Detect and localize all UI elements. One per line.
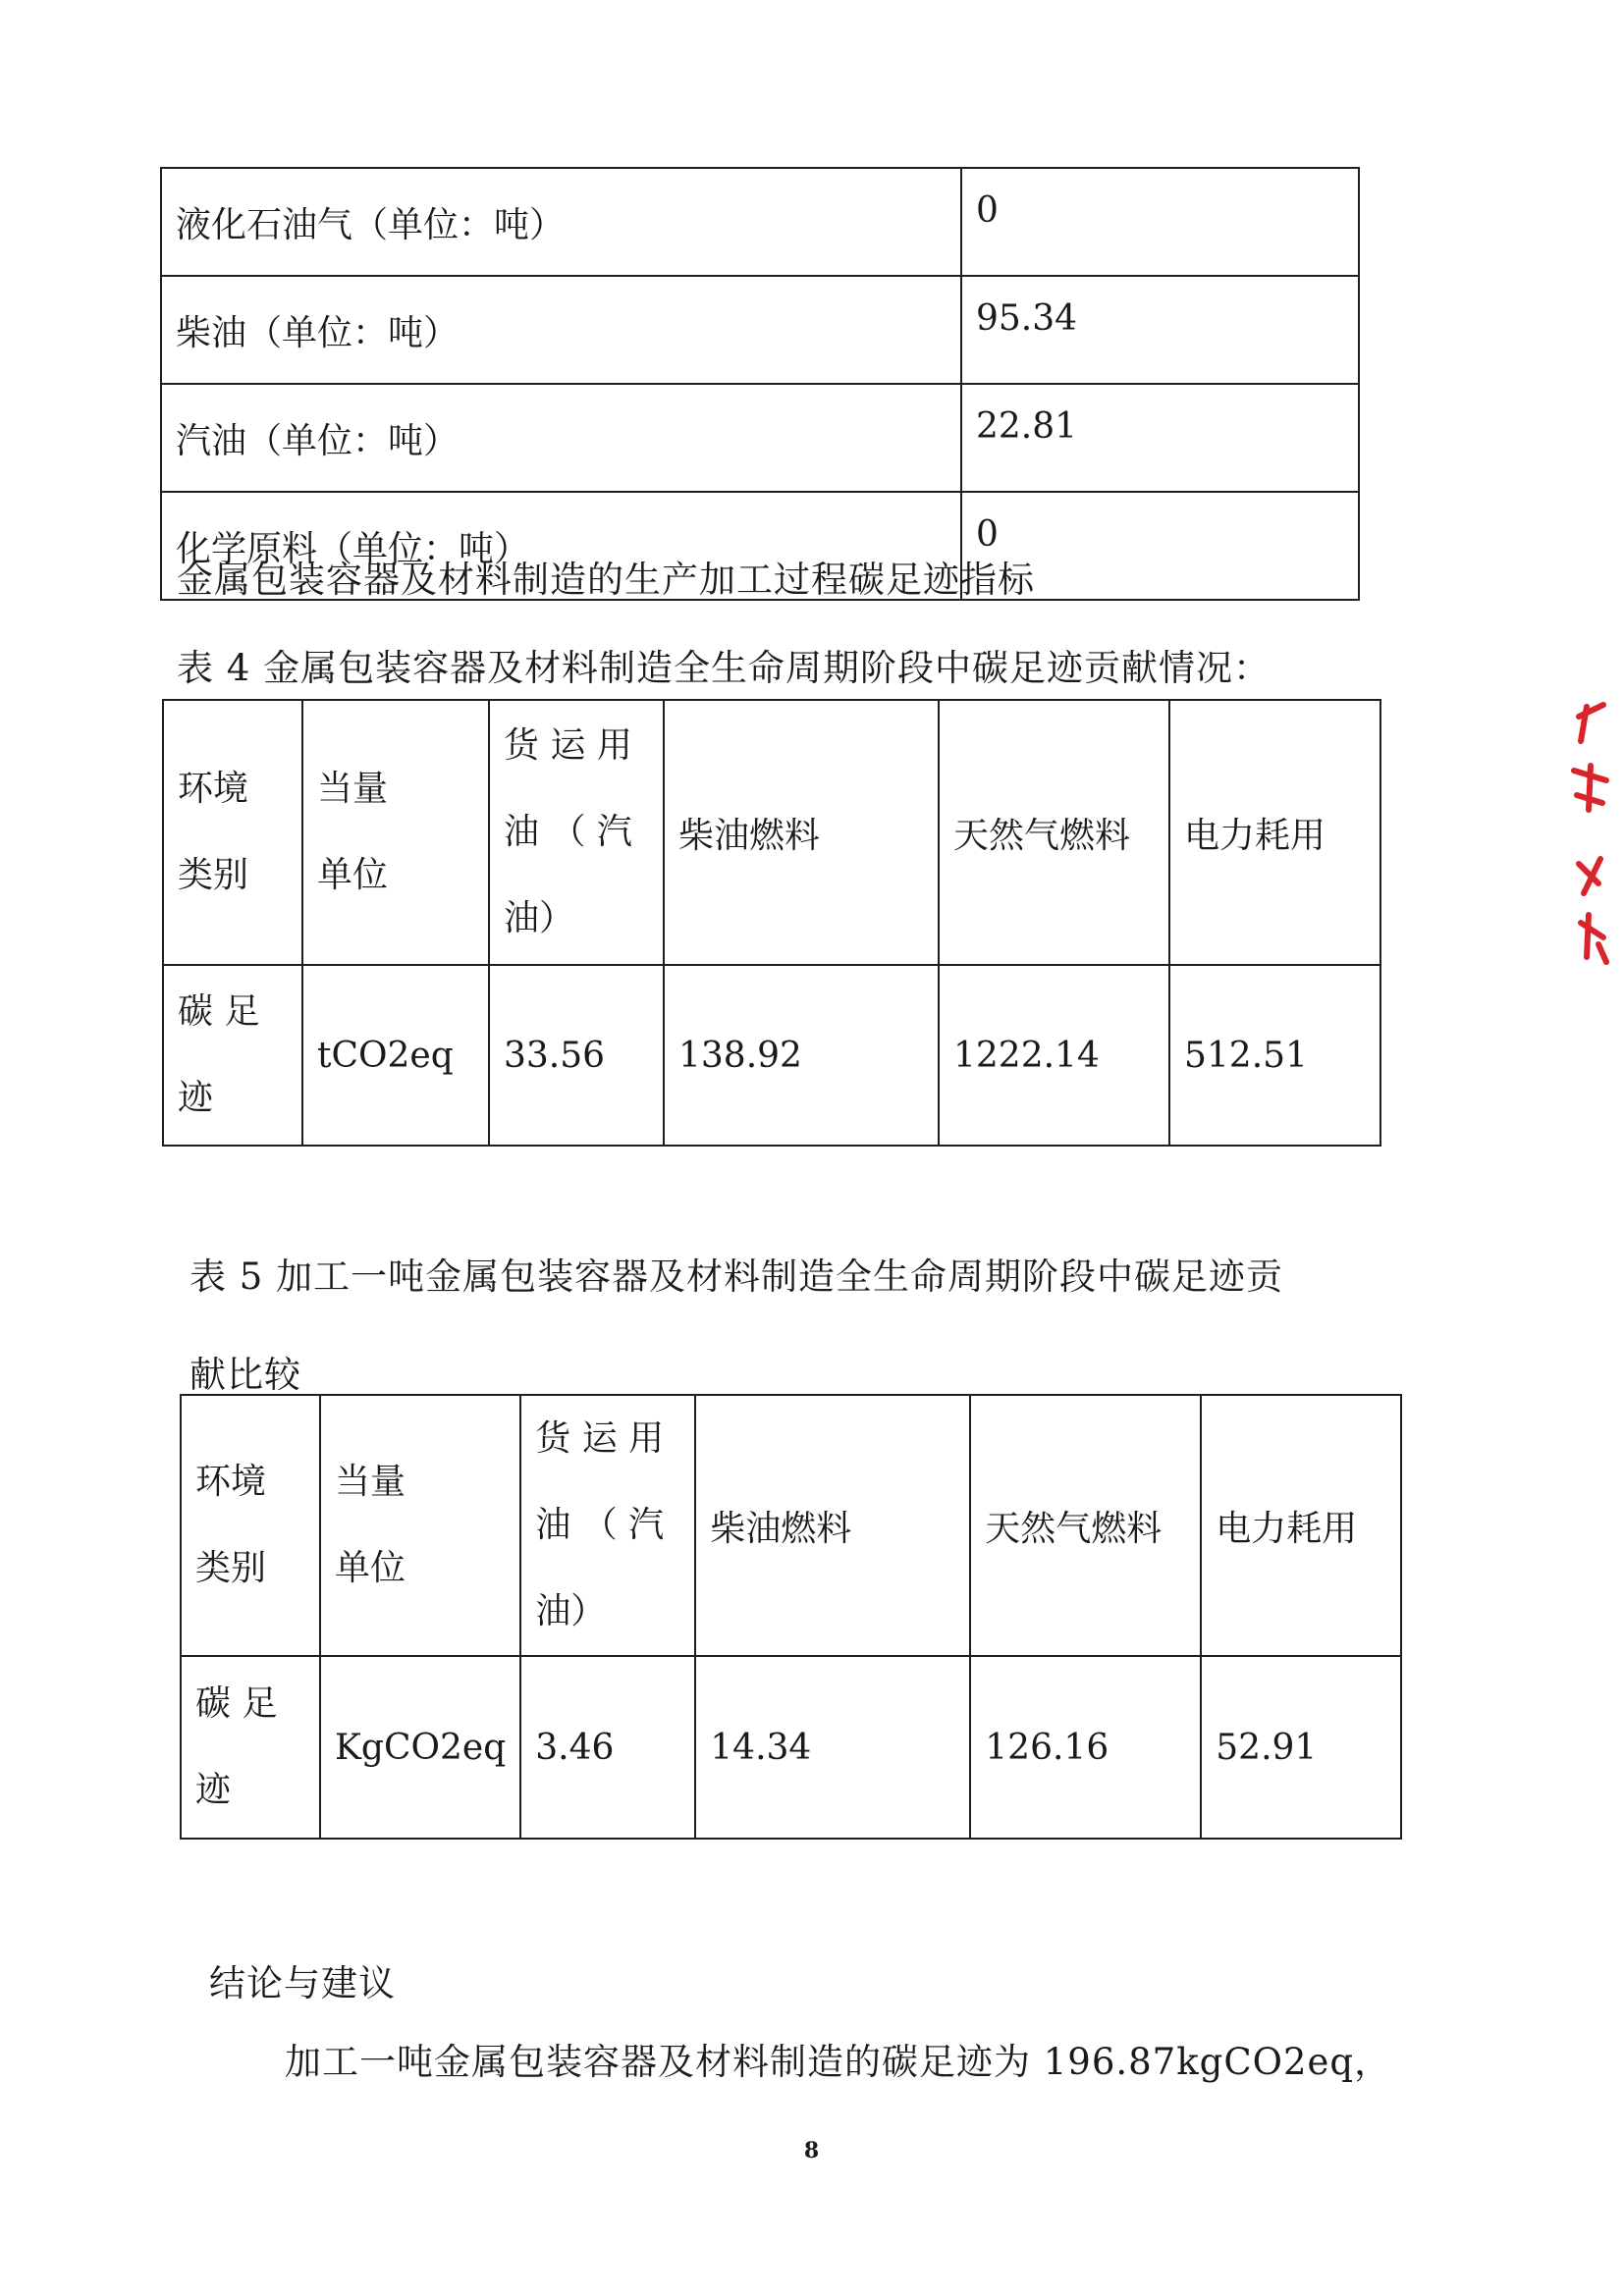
fuel-value: 0 — [961, 168, 1359, 276]
row-unit: tCO2eq — [302, 965, 489, 1146]
table-header-row — [163, 700, 1380, 965]
header-freight-oil — [489, 700, 664, 965]
fuel-consumption-table — [160, 167, 1360, 601]
fuel-label: 液化石油气（单位：吨） — [161, 168, 961, 276]
header-diesel: 柴油燃料 — [664, 700, 939, 965]
header-electricity: 电力耗用 — [1169, 700, 1380, 965]
fuel-label: 柴油（单位：吨） — [161, 276, 961, 384]
table-row — [181, 1656, 1401, 1839]
row-text: 碳 足 — [178, 991, 260, 1032]
row-text: 碳 足 — [195, 1683, 278, 1724]
header-text: 油） — [504, 898, 575, 938]
page-number: 8 — [803, 2138, 820, 2163]
header-text: 油 （ 汽 — [504, 812, 632, 852]
header-text: 当量 — [335, 1462, 406, 1502]
row-text: 迹 — [195, 1770, 232, 1810]
header-text: 货 运 用 — [535, 1418, 665, 1459]
table4 — [162, 699, 1381, 1147]
header-env-category — [181, 1395, 320, 1656]
row-diesel: 138.92 — [664, 965, 939, 1146]
row-gas: 126.16 — [970, 1656, 1201, 1839]
header-text: 当量 — [317, 769, 389, 809]
header-unit — [302, 700, 489, 965]
table-header-row — [181, 1395, 1401, 1656]
row-gas: 1222.14 — [939, 965, 1169, 1146]
table-row — [161, 168, 1359, 276]
stamp-fragment — [1574, 705, 1606, 962]
header-unit — [320, 1395, 520, 1656]
header-natural-gas: 天然气燃料 — [970, 1395, 1201, 1656]
table5 — [180, 1394, 1402, 1840]
header-electricity: 电力耗用 — [1201, 1395, 1401, 1656]
header-text: 类别 — [195, 1548, 267, 1588]
fuel-value: 95.34 — [961, 276, 1359, 384]
row-power: 512.51 — [1169, 965, 1380, 1146]
header-text: 单位 — [317, 855, 389, 895]
row-text: 迹 — [178, 1078, 214, 1118]
header-natural-gas: 天然气燃料 — [939, 700, 1169, 965]
header-env-category — [163, 700, 302, 965]
header-text: 油 （ 汽 — [535, 1505, 665, 1545]
fuel-label: 化学原料（单位：吨） — [161, 492, 961, 600]
row-power: 52.91 — [1201, 1656, 1401, 1839]
header-freight-oil — [520, 1395, 695, 1656]
header-text: 单位 — [335, 1548, 406, 1588]
table-row — [161, 276, 1359, 384]
fuel-value: 0 — [961, 492, 1359, 600]
table-row — [161, 384, 1359, 492]
header-diesel: 柴油燃料 — [695, 1395, 970, 1656]
fuel-label: 汽油（单位：吨） — [161, 384, 961, 492]
row-freight: 3.46 — [520, 1656, 695, 1839]
row-category — [181, 1656, 320, 1839]
header-text: 环境 — [178, 769, 249, 809]
table4-caption: 表 4 金属包装容器及材料制造全生命周期阶段中碳足迹贡献情况： — [177, 647, 1271, 689]
conclusion-body: 加工一吨金属包装容器及材料制造的碳足迹为 196.87kgCO2eq， — [285, 2041, 1392, 2083]
header-text: 油） — [535, 1591, 607, 1631]
table-row — [163, 965, 1380, 1146]
row-category — [163, 965, 302, 1146]
red-stamp-seal — [1559, 687, 1623, 982]
table5-caption-line2: 献比较 — [189, 1354, 301, 1396]
row-freight: 33.56 — [489, 965, 664, 1146]
conclusion-heading: 结论与建议 — [209, 1962, 396, 2004]
row-unit: KgCO2eq — [320, 1656, 520, 1839]
row-diesel: 14.34 — [695, 1656, 970, 1839]
fuel-value: 22.81 — [961, 384, 1359, 492]
header-text: 类别 — [178, 855, 249, 895]
header-text: 货 运 用 — [504, 725, 632, 766]
table5-caption-line1: 表 5 加工一吨金属包装容器及材料制造全生命周期阶段中碳足迹贡 — [189, 1255, 1284, 1298]
indicator-heading: 金属包装容器及材料制造的生产加工过程碳足迹指标 — [177, 559, 1035, 601]
header-text: 环境 — [195, 1462, 267, 1502]
